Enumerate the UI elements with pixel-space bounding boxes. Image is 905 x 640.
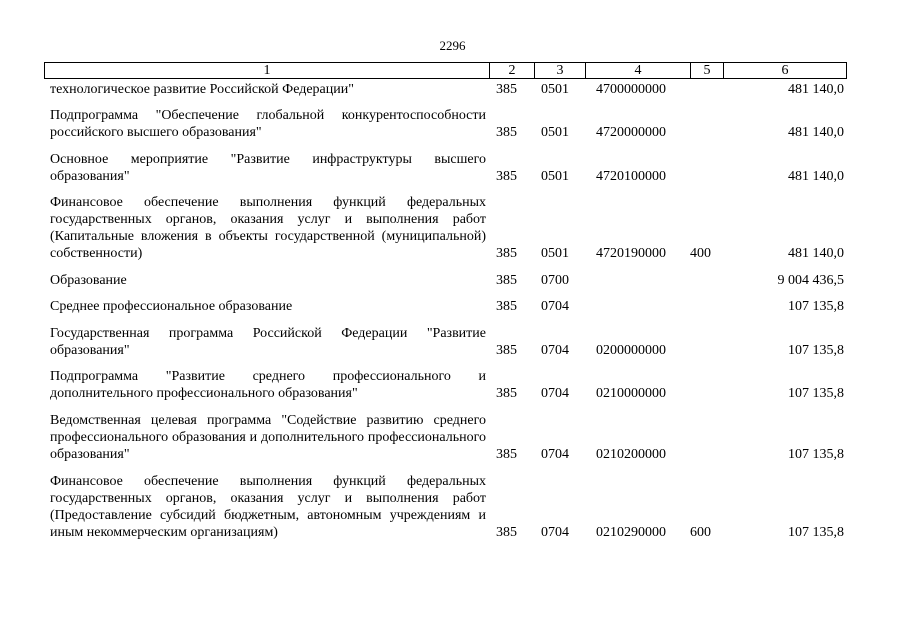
header-col-6: 6 [723,63,846,78]
row-name: Финансовое обеспечение выполнения функций федеральных государственных органов, оказания услуг и выполнения работ (Капитальные вложения в объекты государственной (муниципальной) собственности) [50,195,486,261]
row-amount: 107 135,8 [788,386,844,401]
row-admin-code: 385 [496,273,517,288]
row-name: Государственная программа Российской Федерации "Развитие образования" [50,326,486,358]
row-admin-code: 385 [496,525,517,540]
row-amount: 9 004 436,5 [777,273,844,288]
row-name: Основное мероприятие "Развитие инфраструктуры высшего образования" [50,152,486,184]
row-section-code: 0700 [541,273,569,288]
row-target-code: 0210000000 [596,386,666,401]
table-row [50,368,850,402]
row-target-code: 4720190000 [596,246,666,261]
row-target-code: 4700000000 [596,82,666,97]
row-name: Подпрограмма "Обеспечение глобальной конкурентоспособности российского высшего образования" [50,108,486,140]
row-section-code: 0704 [541,447,569,462]
table-row [50,325,850,359]
table-header [44,62,847,79]
row-name: Ведомственная целевая программа "Содействие развитию среднего профессионального образования и дополнительного профессионального образования" [50,413,486,462]
header-col-1: 1 [263,63,271,78]
row-section-code: 0704 [541,343,569,358]
table-row [50,473,850,541]
row-amount: 107 135,8 [788,525,844,540]
row-expense-type: 400 [690,246,711,261]
header-col-4: 4 [585,63,690,78]
table-row [50,151,850,185]
page-number: 2296 [439,38,466,53]
table-row [50,107,850,141]
row-amount: 107 135,8 [788,447,844,462]
row-target-code: 4720000000 [596,125,666,140]
row-amount: 107 135,8 [788,299,844,314]
table-row [50,81,850,98]
row-section-code: 0501 [541,169,569,184]
row-target-code: 0210290000 [596,525,666,540]
row-section-code: 0501 [541,125,569,140]
row-section-code: 0704 [541,386,569,401]
header-col-5: 5 [690,63,723,78]
row-admin-code: 385 [496,82,517,97]
row-target-code: 0210200000 [596,447,666,462]
row-amount: 481 140,0 [788,82,844,97]
table-row [50,412,850,463]
table-row [50,298,850,315]
row-section-code: 0704 [541,525,569,540]
row-name: Среднее профессиональное образование [50,299,293,314]
row-admin-code: 385 [496,447,517,462]
row-name: Финансовое обеспечение выполнения функций федеральных государственных органов, оказания услуг и выполнения работ (Предоставление субсидий бюджетным, автономным учреждениям и иным некоммерческим организациям) [50,474,486,540]
row-admin-code: 385 [496,125,517,140]
row-section-code: 0501 [541,246,569,261]
row-name: технологическое развитие Российской Федерации" [50,82,354,97]
row-admin-code: 385 [496,169,517,184]
row-amount: 481 140,0 [788,246,844,261]
table-row [50,194,850,262]
row-amount: 481 140,0 [788,125,844,140]
row-admin-code: 385 [496,299,517,314]
row-amount: 481 140,0 [788,169,844,184]
header-col-3: 3 [534,63,585,78]
row-name: Образование [50,273,127,288]
row-expense-type: 600 [690,525,711,540]
table-row [50,272,850,289]
row-target-code: 4720100000 [596,169,666,184]
row-section-code: 0704 [541,299,569,314]
row-admin-code: 385 [496,386,517,401]
header-col-2: 2 [489,63,534,78]
row-section-code: 0501 [541,82,569,97]
row-admin-code: 385 [496,246,517,261]
row-target-code: 0200000000 [596,343,666,358]
row-amount: 107 135,8 [788,343,844,358]
row-admin-code: 385 [496,343,517,358]
row-name: Подпрограмма "Развитие среднего профессионального и дополнительного профессионального образования" [50,369,486,401]
